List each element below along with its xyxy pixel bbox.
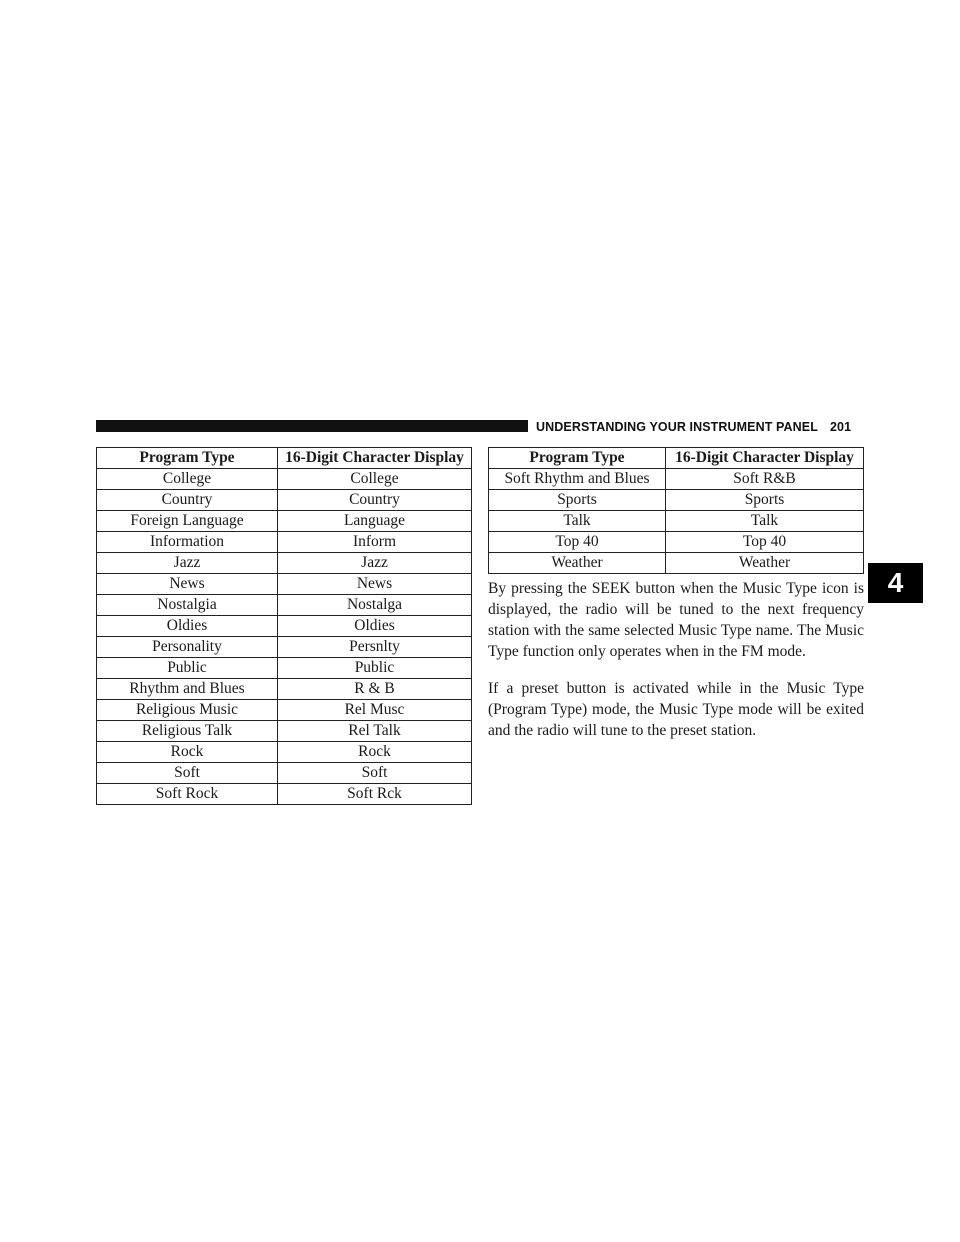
body-paragraph-preset: If a preset button is activated while in the Music Type (Program Type) mode, the Music Type mode will be exited and the radio will tune to the preset station. bbox=[488, 680, 864, 739]
column-header-character-display: 16-Digit Character Display bbox=[278, 448, 472, 469]
table-row bbox=[97, 721, 472, 742]
running-header bbox=[536, 418, 864, 436]
character-display-cell: Oldies bbox=[278, 616, 472, 637]
program-type-cell: Top 40 bbox=[489, 532, 666, 553]
character-display-cell: Sports bbox=[666, 490, 864, 511]
table-row bbox=[97, 532, 472, 553]
page-number: 201 bbox=[829, 420, 852, 434]
table-row bbox=[489, 469, 864, 490]
character-display-cell: Nostalga bbox=[278, 595, 472, 616]
program-type-cell: Sports bbox=[489, 490, 666, 511]
character-display-cell: Rel Talk bbox=[278, 721, 472, 742]
character-display-cell: Top 40 bbox=[666, 532, 864, 553]
program-type-cell: Talk bbox=[489, 511, 666, 532]
table-row bbox=[97, 658, 472, 679]
table-row bbox=[489, 553, 864, 574]
program-type-cell: Foreign Language bbox=[97, 511, 278, 532]
character-display-cell: Soft bbox=[278, 763, 472, 784]
program-type-cell: Public bbox=[97, 658, 278, 679]
column-header-character-display: 16-Digit Character Display bbox=[666, 448, 864, 469]
table-row bbox=[489, 532, 864, 553]
table-header-row bbox=[97, 448, 472, 469]
table-row bbox=[97, 595, 472, 616]
character-display-cell: Language bbox=[278, 511, 472, 532]
table-row bbox=[489, 511, 864, 532]
column-header-program-type: Program Type bbox=[97, 448, 278, 469]
program-type-cell: Personality bbox=[97, 637, 278, 658]
column-header-program-type: Program Type bbox=[489, 448, 666, 469]
chapter-tab: 4 bbox=[868, 563, 923, 603]
program-type-cell: News bbox=[97, 574, 278, 595]
table-row bbox=[97, 511, 472, 532]
table-row bbox=[97, 637, 472, 658]
program-type-cell: Nostalgia bbox=[97, 595, 278, 616]
program-type-cell: College bbox=[97, 469, 278, 490]
character-display-cell: College bbox=[278, 469, 472, 490]
table-row bbox=[97, 490, 472, 511]
header-rule bbox=[96, 420, 528, 432]
character-display-cell: News bbox=[278, 574, 472, 595]
program-type-cell: Religious Talk bbox=[97, 721, 278, 742]
program-type-cell: Jazz bbox=[97, 553, 278, 574]
section-title: UNDERSTANDING YOUR INSTRUMENT PANEL bbox=[536, 420, 818, 434]
program-type-cell: Religious Music bbox=[97, 700, 278, 721]
table-row bbox=[97, 679, 472, 700]
character-display-cell: Persnlty bbox=[278, 637, 472, 658]
program-type-cell: Weather bbox=[489, 553, 666, 574]
table-row bbox=[97, 742, 472, 763]
program-type-cell: Oldies bbox=[97, 616, 278, 637]
table-row bbox=[489, 490, 864, 511]
character-display-cell: Weather bbox=[666, 553, 864, 574]
table-header-row bbox=[489, 448, 864, 469]
character-display-cell: Public bbox=[278, 658, 472, 679]
table-row bbox=[97, 469, 472, 490]
character-display-cell: Inform bbox=[278, 532, 472, 553]
program-type-cell: Rhythm and Blues bbox=[97, 679, 278, 700]
table-row bbox=[97, 700, 472, 721]
program-type-cell: Information bbox=[97, 532, 278, 553]
program-type-cell: Soft bbox=[97, 763, 278, 784]
character-display-cell: Country bbox=[278, 490, 472, 511]
table-row bbox=[97, 784, 472, 805]
program-type-table-right bbox=[488, 447, 864, 574]
body-paragraph-seek: By pressing the SEEK button when the Music Type icon is displayed, the radio will be tuned to the next frequency station with the same selected Music Type name. The Music Type function only operates when in the FM mode. bbox=[488, 580, 864, 660]
table-row bbox=[97, 553, 472, 574]
character-display-cell: Soft Rck bbox=[278, 784, 472, 805]
character-display-cell: Rel Musc bbox=[278, 700, 472, 721]
table-row bbox=[97, 763, 472, 784]
table-row bbox=[97, 616, 472, 637]
character-display-cell: Talk bbox=[666, 511, 864, 532]
program-type-cell: Rock bbox=[97, 742, 278, 763]
table-row bbox=[97, 574, 472, 595]
character-display-cell: Soft R&B bbox=[666, 469, 864, 490]
program-type-cell: Country bbox=[97, 490, 278, 511]
program-type-table-left bbox=[96, 447, 472, 805]
character-display-cell: Jazz bbox=[278, 553, 472, 574]
character-display-cell: R & B bbox=[278, 679, 472, 700]
program-type-cell: Soft Rhythm and Blues bbox=[489, 469, 666, 490]
program-type-cell: Soft Rock bbox=[97, 784, 278, 805]
character-display-cell: Rock bbox=[278, 742, 472, 763]
